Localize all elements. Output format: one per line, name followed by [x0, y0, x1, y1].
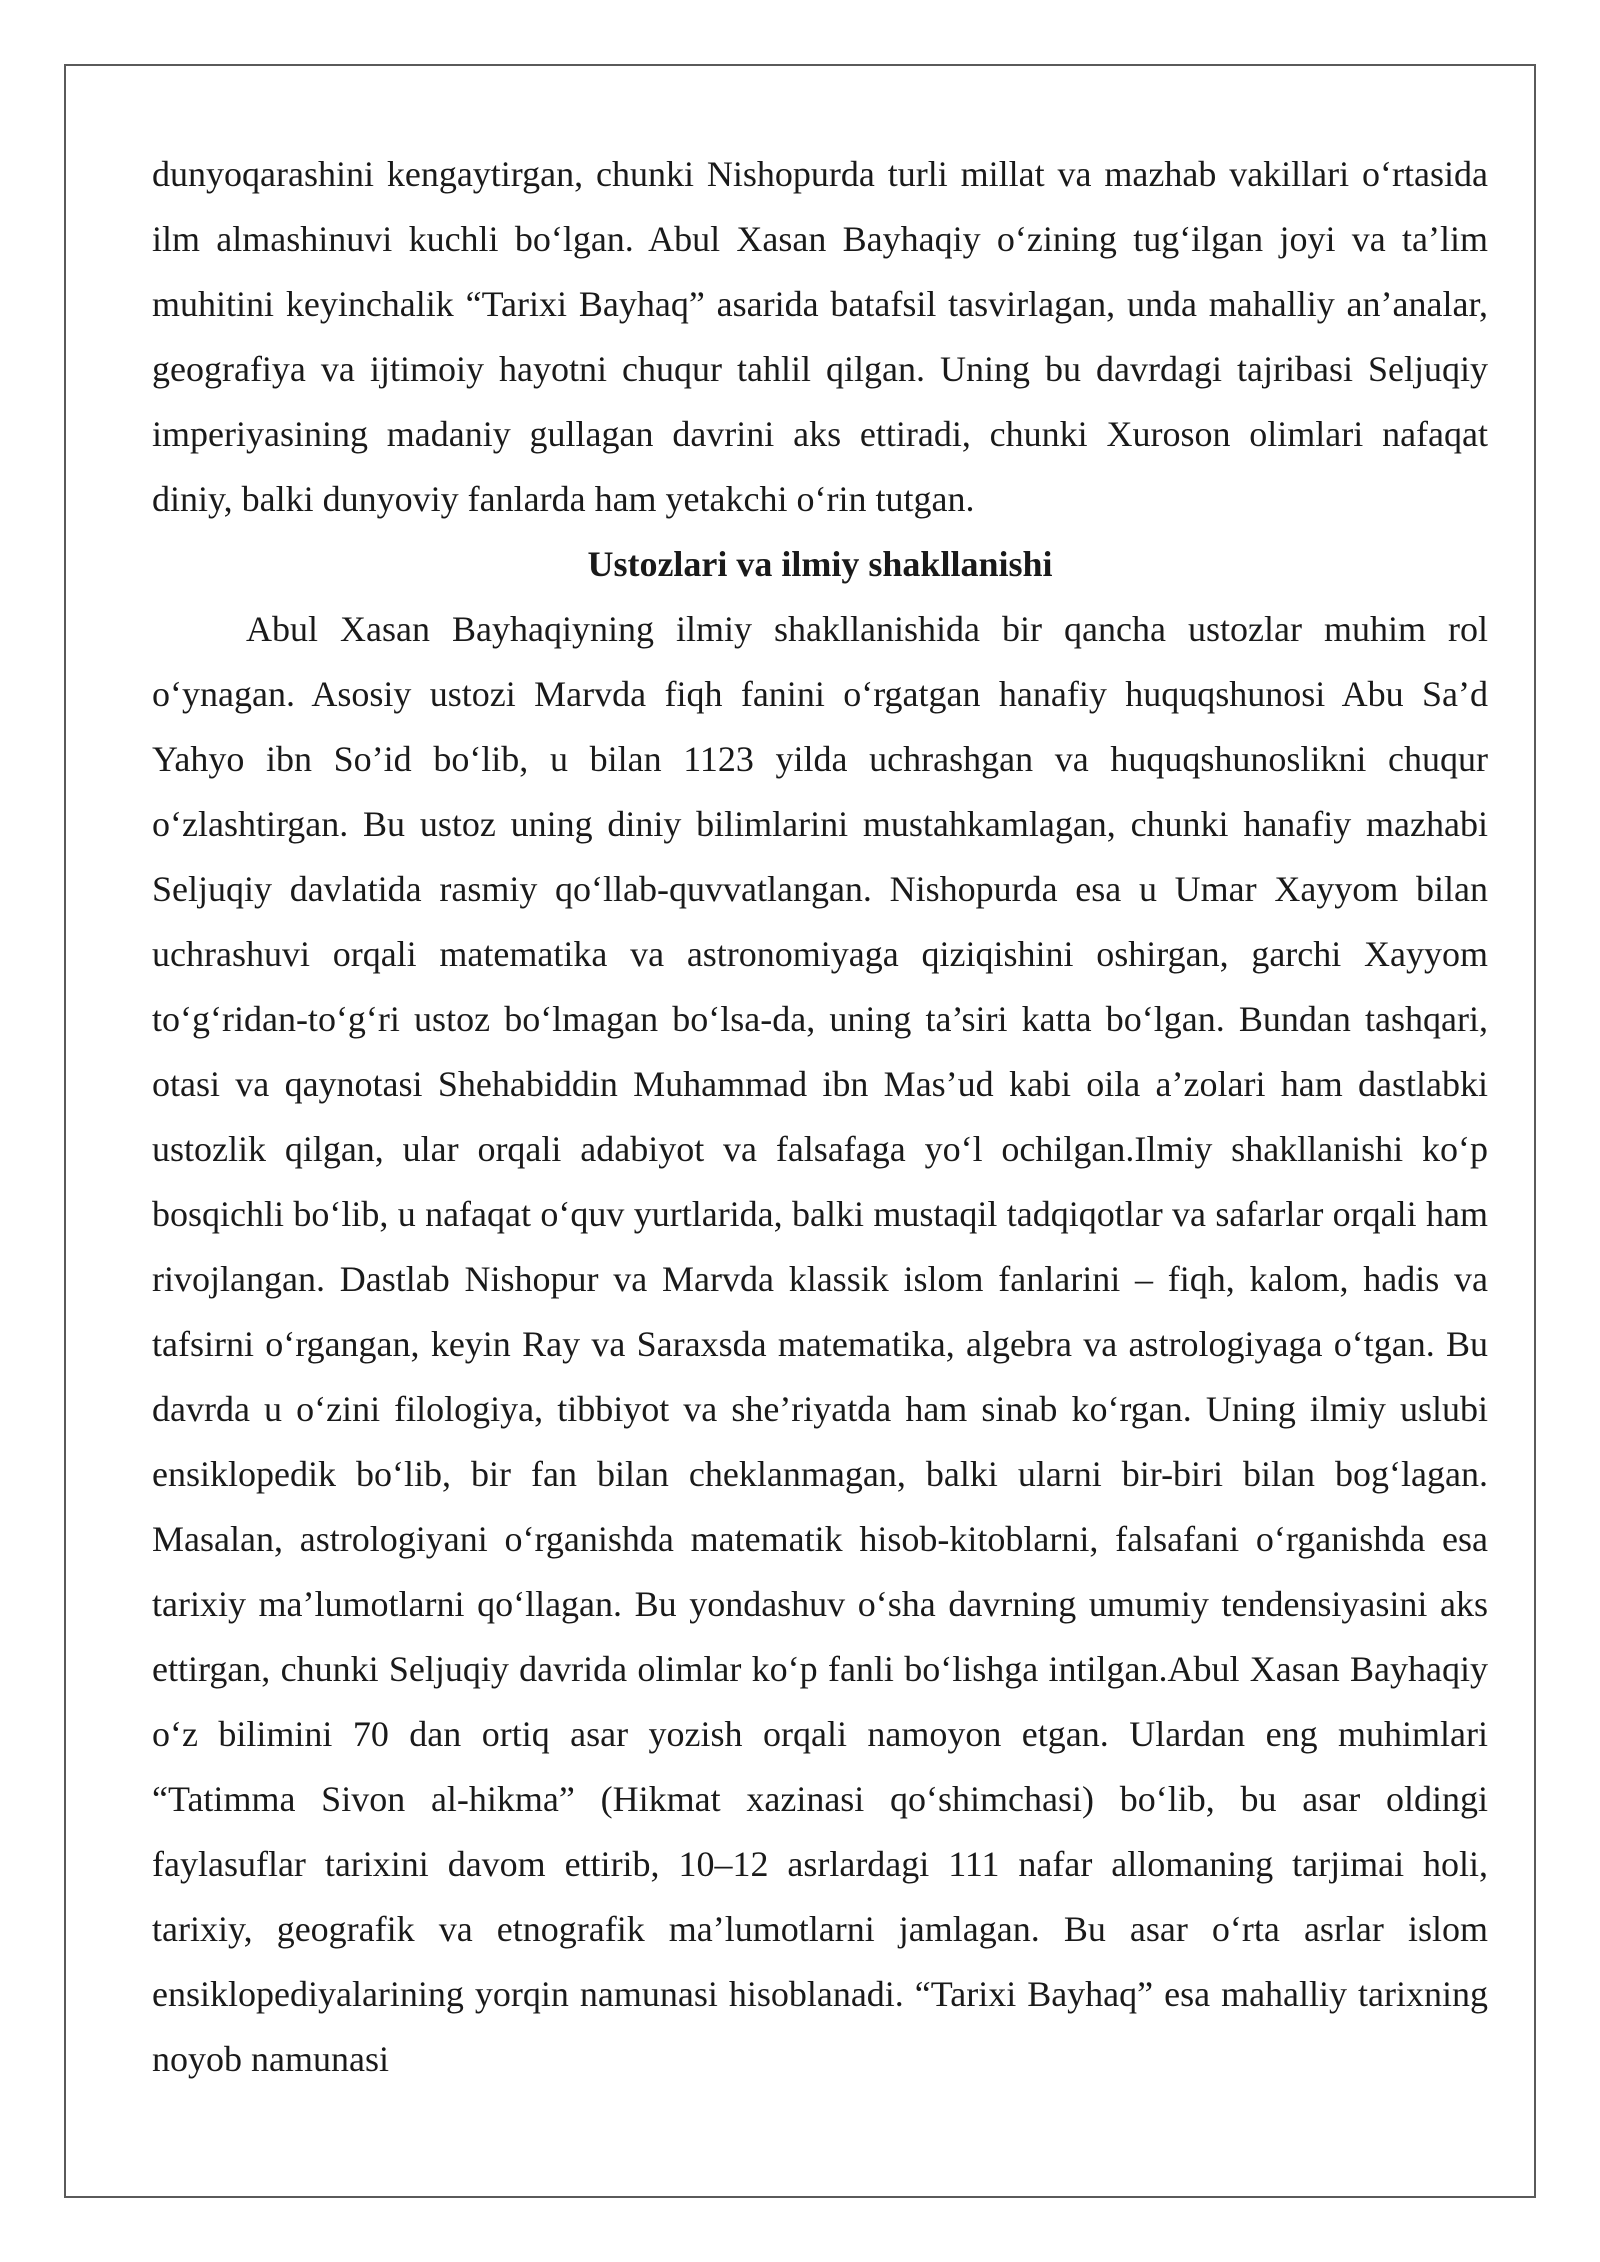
document-body	[152, 142, 1488, 2092]
paragraph-continuation: dunyoqarashini kengaytirgan, chunki Nishopurda turli millat va mazhab vakillari oʻrtasida ilm almashinuvi kuchli boʻlgan. Abul Xasan Bayhaqiy oʻzining tugʻilgan joyi va ta’lim muhitini keyinchalik “Tarixi Bayhaq” asarida batafsil tasvirlagan, unda mahalliy an’analar, geografiya va ijtimoiy hayotni chuqur tahlil qilgan. Uning bu davrdagi tajribasi Seljuqiy imperiyasining madaniy gullagan davrini aks ettiradi, chunki Xuroson olimlari nafaqat diniy, balki dunyoviy fanlarda ham yetakchi oʻrin tutgan.	[152, 154, 1488, 519]
paragraph-main: Abul Xasan Bayhaqiyning ilmiy shakllanishida bir qancha ustozlar muhim rol oʻynagan. Asosiy ustozi Marvda fiqh fanini oʻrgatgan hanafiy huquqshunosi Abu Sa’d Yahyo ibn So’id boʻlib, u bilan 1123 yilda uchrashgan va huquqshunoslikni chuqur oʻzlashtirgan. Bu ustoz uning diniy bilimlarini mustahkamlagan, chunki hanafiy mazhabi Seljuqiy davlatida rasmiy qoʻllab-quvvatlangan. Nishopurda esa u Umar Xayyom bilan uchrashuvi orqali matematika va astronomiyaga qiziqishini oshirgan, garchi Xayyom toʻgʻridan-toʻgʻri ustoz boʻlmagan boʻlsa-da, uning ta’siri katta boʻlgan. Bundan tashqari, otasi va qaynotasi Shehabiddin Muhammad ibn Mas’ud kabi oila a’zolari ham dastlabki ustozlik qilgan, ular orqali adabiyot va falsafaga yoʻl ochilgan.Ilmiy shakllanishi koʻp bosqichli boʻlib, u nafaqat oʻquv yurtlarida, balki mustaqil tadqiqotlar va safarlar orqali ham rivojlangan. Dastlab Nishopur va Marvda klassik islom fanlarini – fiqh, kalom, hadis va tafsirni oʻrgangan, keyin Ray va Saraxsda matematika, algebra va astrologiyaga oʻtgan. Bu davrda u oʻzini filologiya, tibbiyot va she’riyatda ham sinab koʻrgan. Uning ilmiy uslubi ensiklopedik boʻlib, bir fan bilan cheklanmagan, balki ularni bir-biri bilan bogʻlagan. Masalan, astrologiyani oʻrganishda matematik hisob-kitoblarni, falsafani oʻrganishda esa tarixiy ma’lumotlarni qoʻllagan. Bu yondashuv oʻsha davrning umumiy tendensiyasini aks ettirgan, chunki Seljuqiy davrida olimlar koʻp fanli boʻlishga intilgan.Abul Xasan Bayhaqiy oʻz bilimini 70 dan ortiq asar yozish orqali namoyon etgan. Ulardan eng muhimlari “Tatimma Sivon al-hikma” (Hikmat xazinasi qoʻshimchasi) boʻlib, bu asar oldingi faylasuflar tarixini davom ettirib, 10–12 asrlardagi 111 nafar allomaning tarjimai holi, tarixiy, geografik va etnografik ma’lumotlarni jamlagan. Bu asar oʻrta asrlar islom ensiklopediyalarining yorqin namunasi hisoblanadi. “Tarixi Bayhaq” esa mahalliy tarixning noyob namunasi	[152, 609, 1488, 2079]
section-heading: Ustozlari va ilmiy shakllanishi	[587, 544, 1053, 584]
